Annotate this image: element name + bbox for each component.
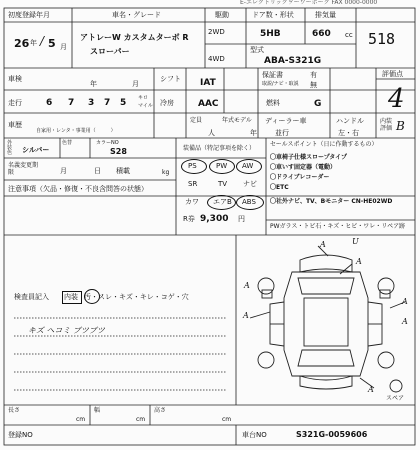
sales-point-2: 〇車いす固定器（電動） — [270, 164, 337, 171]
capacity-unit: 人 — [208, 129, 215, 137]
shift-value: IAT — [200, 78, 216, 88]
history-text: 自家用・レンタ・事業用（ ） — [36, 128, 116, 134]
width-cm: cm — [136, 416, 146, 423]
car-name: アトレーW カスタムターボ R — [80, 33, 189, 42]
length-label: 長さ — [8, 407, 21, 414]
car-diagram — [240, 238, 412, 403]
history-label: 車歴 — [8, 121, 22, 129]
mark-a-6: A — [368, 385, 374, 394]
sales-point-1: 〇車椅子仕様スロープタイプ — [270, 154, 347, 161]
equip-navi: ナビ — [243, 180, 257, 188]
displacement-label: 排気量 — [315, 11, 336, 19]
recycle-value: 9,300 — [200, 214, 229, 224]
warranty-sub: 取説/ナビ・取説 — [262, 81, 299, 87]
length-cm: cm — [76, 416, 86, 423]
equip-abs: ABS — [242, 198, 256, 206]
height-cm: cm — [222, 416, 232, 423]
fuel-value: G — [314, 99, 322, 109]
mark-a-4: A — [402, 297, 408, 306]
dealer-label: ディーラー車 — [265, 117, 307, 125]
load-label: 積載 — [116, 167, 130, 175]
type-value: ABA-S321G — [264, 56, 322, 66]
year-unit: 年 — [30, 39, 37, 47]
notes-label: 注意事項（欠品・修復・不良含問答の状態） — [8, 185, 148, 193]
handle-value: 左・右 — [338, 129, 359, 137]
first-reg-month: 5 — [48, 37, 56, 50]
inspection-month: 月 — [132, 80, 139, 88]
interior-label: 内装評価 — [380, 118, 393, 132]
first-reg-label: 初度登録年月 — [8, 11, 50, 19]
mileage-unit: キロ — [138, 95, 149, 101]
equipment-label: 装備品（特記事項を除く） — [183, 145, 256, 152]
recycle-label: R券 — [183, 215, 195, 223]
capacity-label: 定員 — [190, 117, 203, 124]
equip-leather: カワ — [185, 198, 199, 206]
equip-ps-circle — [181, 159, 207, 174]
type-label: 型式 — [250, 46, 264, 54]
cc-unit: cc — [345, 31, 353, 39]
interior-score: B — [396, 119, 405, 133]
lot-number: 518 — [368, 30, 396, 48]
warranty-yes: 有 — [310, 71, 317, 79]
color-code: S28 — [110, 147, 127, 156]
equip-airbag: エアB — [213, 198, 232, 206]
chassis-label: 車台NO — [242, 431, 267, 439]
top-note: E-エレクトリックヲーワーホーク FAX 0000-0000 — [240, 0, 378, 6]
exterior-color: シルバー — [22, 146, 50, 154]
color-code-label: カラーNO — [96, 140, 119, 146]
drive-4wd: 4WD — [208, 55, 225, 63]
score-label: 評価点 — [382, 70, 403, 78]
mileage-unit-mile: マイル — [138, 103, 153, 109]
load-unit: kg — [162, 169, 170, 176]
name-change-day: 日 — [94, 167, 101, 175]
model-year-unit: 年 — [250, 129, 257, 137]
equip-airbag-circle — [207, 195, 236, 210]
equip-pw-circle — [209, 159, 235, 174]
reg-no-label: 登録NO — [8, 431, 33, 439]
chassis-value: S321G-0059606 — [296, 430, 368, 439]
name-change-month: 月 — [60, 167, 67, 175]
color-change-label: 色替 — [62, 140, 73, 146]
shift-label: シフト — [160, 75, 181, 83]
warranty-label: 保証書 — [262, 71, 283, 79]
sales-points-title: セールスポイント（日に作動するもの） — [270, 141, 378, 148]
recycle-unit: 円 — [238, 215, 245, 223]
door-label: ドア数・形状 — [252, 11, 294, 19]
mark-a-1: A — [320, 240, 326, 249]
name-change-label: 名義変更期限 — [8, 162, 39, 177]
sales-point-5: 〇社外ナビ、TV、Bモニター CN-HE02WD — [270, 198, 393, 205]
handle-label: ハンドル — [336, 117, 364, 125]
ac-value: AAC — [198, 99, 219, 109]
width-label: 幅 — [94, 407, 101, 414]
glass-line: PWガラス・トビ石・キズ・ヒビ・ワレ・リペア跡 — [270, 223, 406, 230]
exterior-color-label: 外装色 — [7, 140, 13, 156]
spare-label: スペア — [386, 395, 405, 402]
mark-a-7: A — [402, 317, 408, 326]
inspector-label: 検査員記入 — [14, 293, 49, 301]
drive-label: 駆動 — [215, 11, 229, 19]
interior-tag: 内装 — [64, 293, 78, 301]
dealer-sub: 並行 — [275, 129, 289, 137]
ac-label: 冷房 — [160, 99, 174, 107]
interior-marks: 汚・スレ・キズ・キレ・コゲ・穴 — [84, 293, 189, 301]
model-label: 車名・グレード — [112, 11, 161, 19]
sales-point-3: 〇ドライブレコーダー — [270, 174, 330, 181]
interior-mark-circle — [84, 289, 100, 304]
equip-aw: AW — [242, 162, 254, 170]
equip-abs-circle — [236, 195, 264, 210]
car-grade: スローパー — [90, 47, 130, 56]
warranty-no: 無 — [310, 81, 317, 89]
handwritten-note: キズ ヘコミ ブツブツ — [28, 326, 105, 335]
mark-a-3: A — [356, 257, 362, 266]
inspection-label: 車検 — [8, 75, 22, 83]
mileage-digits: 6 7 3 7 5 — [46, 98, 127, 108]
equip-tv: TV — [218, 180, 228, 188]
model-year-label: 年式モデル — [222, 117, 252, 124]
month-unit: 月 — [60, 43, 67, 51]
mark-a-2: A — [243, 311, 249, 320]
month-slash: / — [40, 34, 45, 48]
inspection-year: 年 — [90, 80, 97, 88]
equip-ps: PS — [188, 162, 197, 170]
fuel-label: 燃料 — [266, 99, 280, 107]
equip-aw-circle — [236, 159, 262, 174]
displacement-value: 660 — [312, 29, 331, 39]
mark-u: U — [352, 237, 359, 246]
drive-2wd: 2WD — [208, 28, 225, 36]
height-label: 高さ — [154, 407, 167, 414]
equip-pw: PW — [216, 162, 228, 170]
score-value: 4 — [388, 84, 405, 114]
equip-sr: SR — [188, 180, 198, 188]
mark-a-5: A — [244, 281, 250, 290]
sales-point-4: 〇ETC — [270, 184, 289, 191]
first-reg-year: 26 — [14, 37, 30, 50]
mileage-label: 走行 — [8, 99, 22, 107]
door-value: 5HB — [260, 29, 281, 39]
